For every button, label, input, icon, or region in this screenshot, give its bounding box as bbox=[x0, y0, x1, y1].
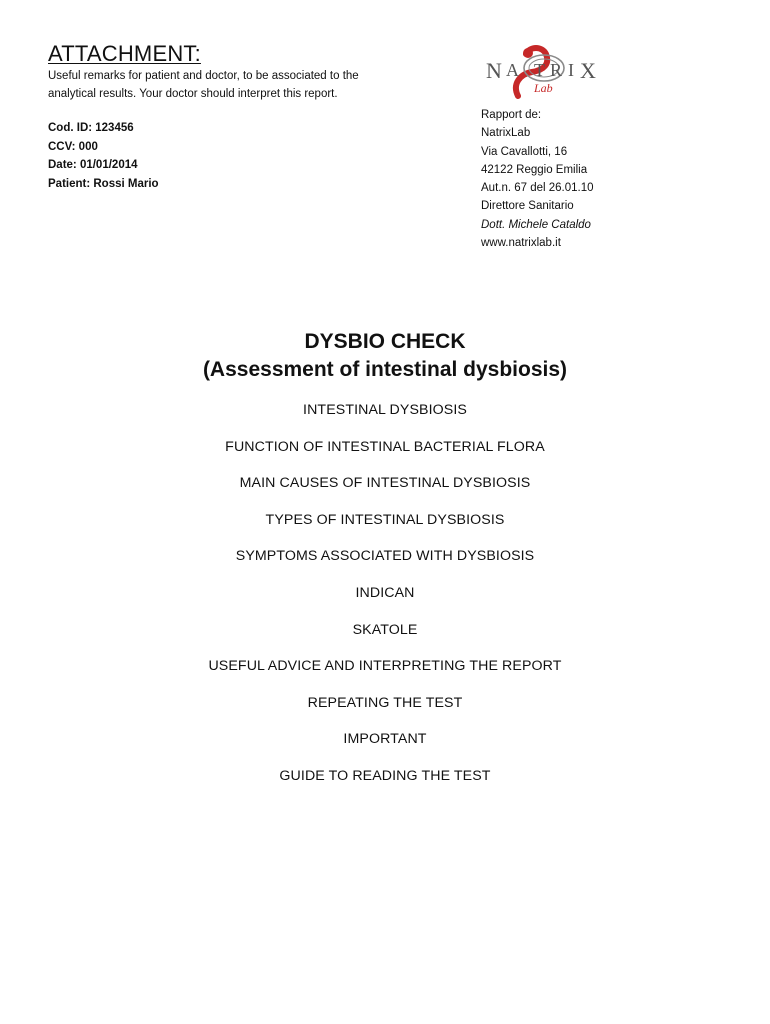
logo-swirl-head bbox=[523, 48, 533, 58]
natrixlab-logo bbox=[484, 44, 602, 100]
lab-director-name: Dott. Michele Cataldo bbox=[481, 218, 591, 231]
document-subtitle: (Assessment of intestinal dysbiosis) bbox=[202, 358, 568, 381]
attachment-title: ATTACHMENT: bbox=[48, 41, 201, 66]
section-item: TYPES OF INTESTINAL DYSBIOSIS bbox=[265, 511, 505, 528]
remarks-text bbox=[48, 67, 408, 103]
logo-letter: A bbox=[506, 60, 519, 80]
section-item: GUIDE TO READING THE TEST bbox=[279, 767, 491, 784]
logo-letter: N bbox=[486, 58, 502, 83]
remarks-line: analytical results. Your doctor should interpret this report. bbox=[48, 88, 338, 100]
patient-date: Date: 01/01/2014 bbox=[48, 159, 138, 171]
logo-sub: Lab bbox=[534, 81, 553, 95]
section-item: USEFUL ADVICE AND INTERPRETING THE REPORT bbox=[208, 658, 562, 675]
section-item: IMPORTANT bbox=[343, 731, 427, 748]
lab-rapport: Rapport de: bbox=[481, 109, 542, 121]
lab-info bbox=[481, 106, 594, 252]
section-item: INTESTINAL DYSBIOSIS bbox=[303, 402, 467, 418]
section-item: SYMPTOMS ASSOCIATED WITH DYSBIOSIS bbox=[235, 548, 535, 565]
lab-authorization: Aut.n. 67 del 26.01.10 bbox=[481, 182, 594, 195]
lab-name: NatrixLab bbox=[481, 127, 531, 140]
lab-website: www.natrixlab.it bbox=[481, 237, 561, 250]
section-item: FUNCTION OF INTESTINAL BACTERIAL FLORA bbox=[225, 438, 545, 455]
patient-ccv: CCV: 000 bbox=[48, 140, 98, 153]
logo-letter: R bbox=[550, 60, 563, 80]
patient-info bbox=[48, 119, 159, 193]
document-title: DYSBIO CHECK bbox=[304, 330, 466, 353]
section-item: SKATOLE bbox=[352, 621, 418, 638]
logo-letter: I bbox=[568, 60, 574, 80]
lab-city: 42122 Reggio Emilia bbox=[481, 163, 588, 176]
logo-letter: T bbox=[534, 60, 545, 80]
patient-cod-id: Cod. ID: 123456 bbox=[48, 122, 134, 134]
logo-letter: X bbox=[580, 58, 596, 83]
patient-name: Patient: Rossi Mario bbox=[48, 177, 159, 190]
section-item: MAIN CAUSES OF INTESTINAL DYSBIOSIS bbox=[239, 475, 531, 492]
section-item: REPEATING THE TEST bbox=[307, 694, 463, 711]
section-item: INDICAN bbox=[355, 584, 415, 601]
remarks-line: Useful remarks for patient and doctor, to be associated to the bbox=[48, 70, 359, 82]
lab-director-title: Direttore Sanitario bbox=[481, 200, 574, 213]
sections-list bbox=[0, 401, 770, 804]
lab-street: Via Cavallotti, 16 bbox=[481, 145, 568, 158]
